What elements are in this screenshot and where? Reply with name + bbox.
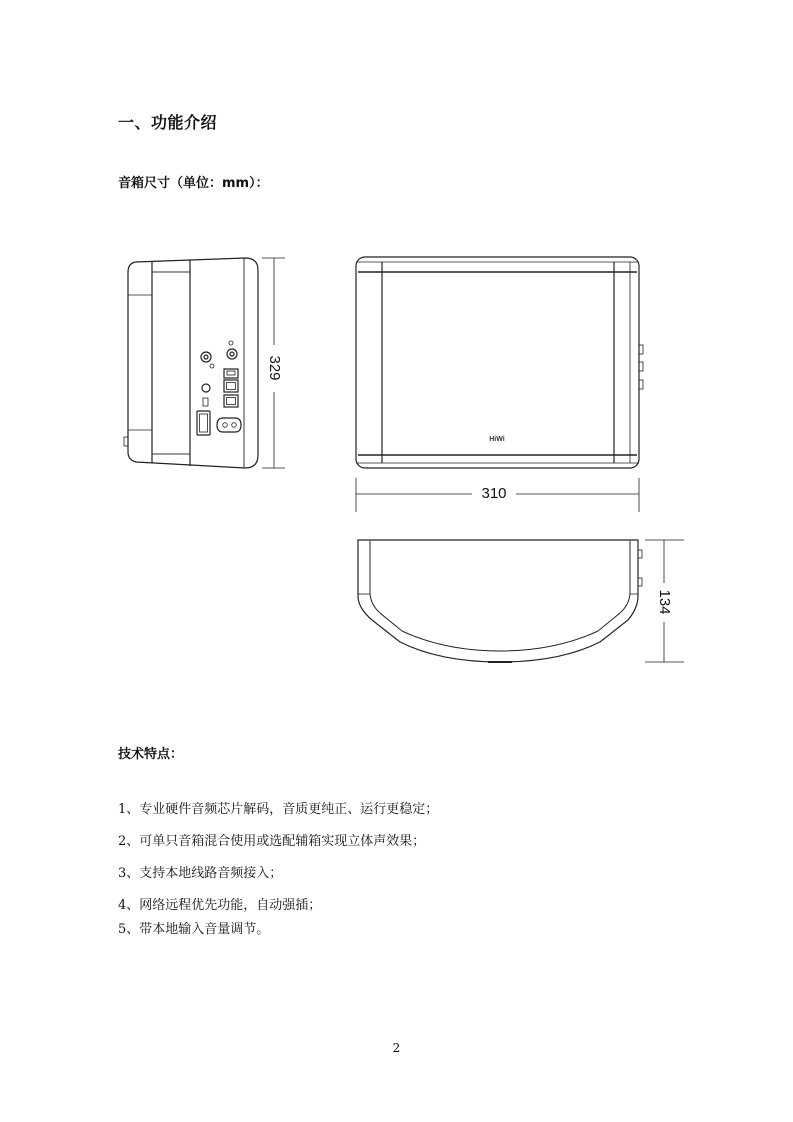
feature-item: 2、可单只音箱混合使用或选配辅箱实现立体声效果； [118,834,426,849]
page-number: 2 [392,1041,401,1055]
feature-item: 3、支持本地线路音频接入； [118,866,283,881]
height-label: 329 [266,355,284,381]
depth-label: 134 [656,589,674,615]
size-heading: 音箱尺寸（单位：mm）： [118,176,269,191]
feature-item: 5、带本地输入音量调节。 [118,922,270,937]
width-label: 310 [481,484,507,502]
features-heading: 技术特点： [118,747,184,762]
feature-list [118,799,438,951]
side-view [124,258,258,468]
top-view [358,540,642,662]
section-title: 一、功能介绍 [118,113,218,132]
brand-logo: HiWi [489,436,505,443]
feature-item: 1、专业硬件音频芯片解码，音质更纯正、运行更稳定； [118,802,439,817]
feature-item: 4、网络远程优先功能，自动强插； [118,898,322,913]
